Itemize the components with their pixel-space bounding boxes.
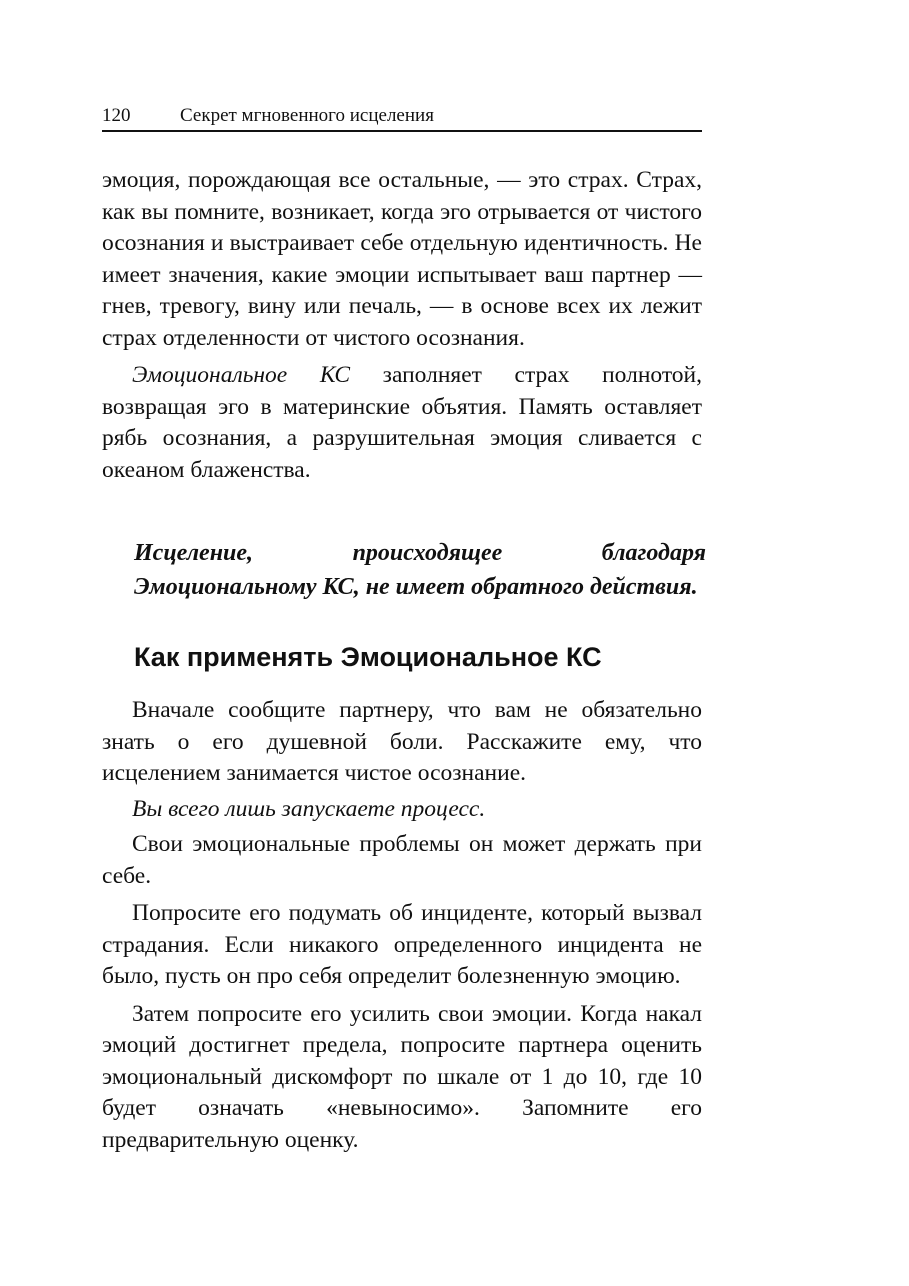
italic-term: Эмоциональное КС	[132, 362, 351, 388]
emphasis-callout: Исцеление, происходящее благодаря Эмоциональному КС, не имеет обратного действия.	[134, 540, 706, 600]
body-text-top	[102, 165, 702, 486]
paragraph: эмоция, порождающая все остальные, — это страх. Страх, как вы помните, возникает, когда эго отрывается от чистого осознания и выстраивает себе отдельную идентичность. Не имеет значения, какие эмоции испытывает ваш партнер — гнев, тревогу, вину или печаль, — в основе всех их лежит страх отделенности от чистого осознания.	[102, 167, 702, 351]
body-text-bottom	[102, 695, 702, 1156]
page-number: 120	[102, 105, 131, 126]
paragraph	[102, 360, 702, 486]
running-header	[102, 104, 702, 132]
paragraph: Свои эмоциональные проблемы он может держать при себе.	[102, 831, 702, 889]
running-title: Секрет мгновенного исцеления	[180, 105, 434, 126]
paragraph-text: заполняет страх полнотой, возвращая эго в материнские объятия. Память оставляет рябь осознания, а разрушительная эмоция сливается с океаном блаженства.	[102, 362, 702, 483]
paragraph: Вначале сообщите партнеру, что вам не обязательно знать о его душевной боли. Расскажите ему, что исцелением занимается чистое осознание.	[102, 697, 702, 786]
paragraph: Попросите его подумать об инциденте, который вызвал страдания. Если никакого определенного инцидента не было, пусть он про себя определит болезненную эмоцию.	[102, 900, 702, 989]
italic-paragraph: Вы всего лишь запускаете процесс.	[132, 795, 486, 822]
section-heading: Как применять Эмоциональное КС	[134, 642, 602, 672]
paragraph: Затем попросите его усилить свои эмоции. Когда накал эмоций достигнет предела, попросите партнера оценить эмоциональный дискомфорт по шкале от 1 до 10, где 10 будет означать «невыносимо». Запомните его предварительную оценку.	[102, 1000, 702, 1153]
